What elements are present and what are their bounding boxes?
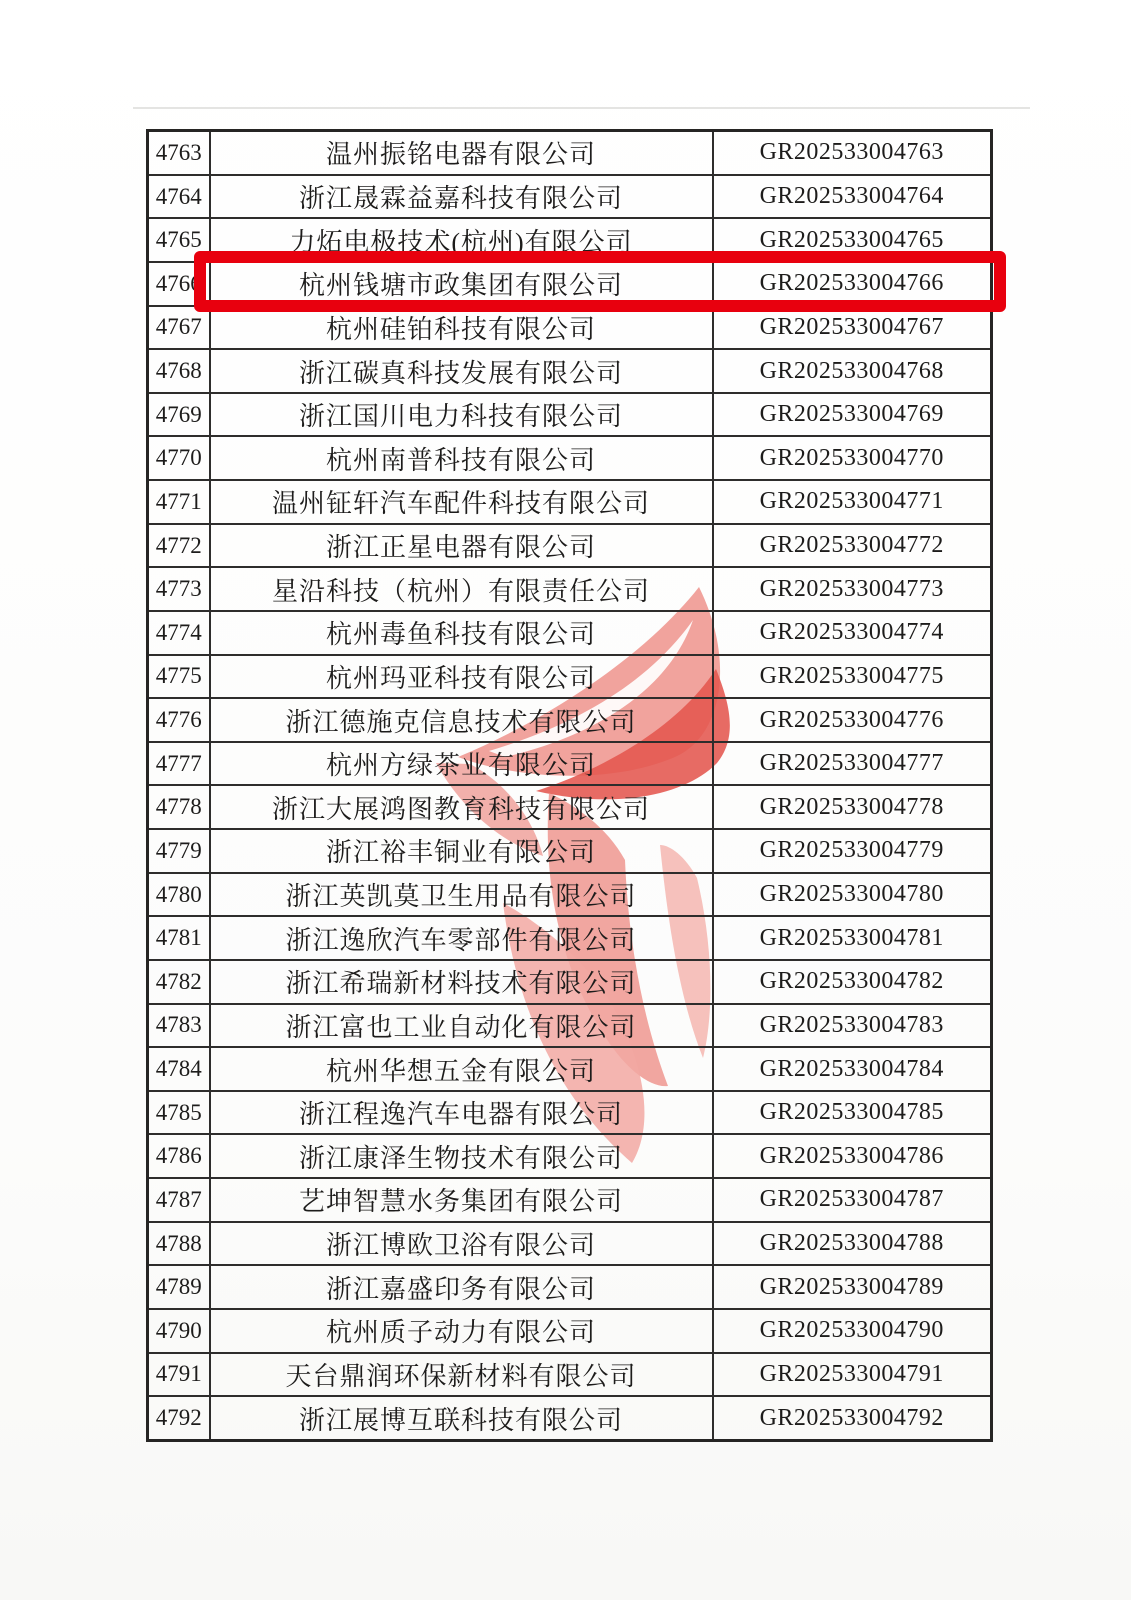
row-number-cell: 4786: [148, 1134, 210, 1178]
company-name-cell: 浙江希瑞新材料技术有限公司: [210, 960, 713, 1004]
gr-code-cell: GR202533004767: [713, 306, 992, 350]
gr-code-cell: GR202533004791: [713, 1353, 992, 1397]
gr-code-cell: GR202533004765: [713, 218, 992, 262]
company-table-body: [148, 131, 992, 1441]
company-name-cell: 浙江康泽生物技术有限公司: [210, 1134, 713, 1178]
gr-code-cell: GR202533004783: [713, 1004, 992, 1048]
row-number-cell: 4764: [148, 175, 210, 219]
row-number-cell: 4788: [148, 1222, 210, 1266]
row-number-cell: 4782: [148, 960, 210, 1004]
gr-code-cell: GR202533004786: [713, 1134, 992, 1178]
gr-code-cell: GR202533004780: [713, 873, 992, 917]
company-name-cell: 杭州华想五金有限公司: [210, 1047, 713, 1091]
company-name-cell: 杭州方绿茶业有限公司: [210, 742, 713, 786]
company-name-cell: 杭州质子动力有限公司: [210, 1309, 713, 1353]
row-number-cell: 4792: [148, 1396, 210, 1440]
company-name-cell: 浙江逸欣汽车零部件有限公司: [210, 916, 713, 960]
company-name-cell: 杭州南普科技有限公司: [210, 436, 713, 480]
gr-code-cell: GR202533004775: [713, 655, 992, 699]
gr-code-cell: GR202533004764: [713, 175, 992, 219]
row-number-cell: 4773: [148, 567, 210, 611]
company-name-cell: 浙江展博互联科技有限公司: [210, 1396, 713, 1440]
table-row: [148, 1309, 992, 1353]
table-row: [148, 1353, 992, 1397]
gr-code-cell: GR202533004784: [713, 1047, 992, 1091]
row-number-cell: 4774: [148, 611, 210, 655]
gr-code-cell: GR202533004788: [713, 1222, 992, 1266]
row-number-cell: 4765: [148, 218, 210, 262]
company-name-cell: 浙江程逸汽车电器有限公司: [210, 1091, 713, 1135]
company-name-cell: 温州振铭电器有限公司: [210, 131, 713, 175]
company-name-cell: 杭州硅铂科技有限公司: [210, 306, 713, 350]
company-name-cell: 浙江嘉盛印务有限公司: [210, 1265, 713, 1309]
gr-code-cell: GR202533004785: [713, 1091, 992, 1135]
row-number-cell: 4779: [148, 829, 210, 873]
company-name-cell: 浙江富也工业自动化有限公司: [210, 1004, 713, 1048]
gr-code-cell: GR202533004769: [713, 393, 992, 437]
row-number-cell: 4772: [148, 524, 210, 568]
gr-code-cell: GR202533004777: [713, 742, 992, 786]
gr-code-cell: GR202533004778: [713, 785, 992, 829]
table-row: [148, 175, 992, 219]
row-number-cell: 4787: [148, 1178, 210, 1222]
row-number-cell: 4783: [148, 1004, 210, 1048]
company-name-cell: 杭州毒鱼科技有限公司: [210, 611, 713, 655]
table-row: [148, 1265, 992, 1309]
table-row: [148, 916, 992, 960]
table-row: [148, 524, 992, 568]
company-name-cell: 杭州玛亚科技有限公司: [210, 655, 713, 699]
table-row: [148, 393, 992, 437]
company-name-cell: 杭州钱塘市政集团有限公司: [210, 262, 713, 306]
row-number-cell: 4769: [148, 393, 210, 437]
row-number-cell: 4770: [148, 436, 210, 480]
row-number-cell: 4767: [148, 306, 210, 350]
table-row: [148, 785, 992, 829]
row-number-cell: 4776: [148, 698, 210, 742]
gr-code-cell: GR202533004770: [713, 436, 992, 480]
company-name-cell: 浙江晟霖益嘉科技有限公司: [210, 175, 713, 219]
company-name-cell: 浙江大展鸿图教育科技有限公司: [210, 785, 713, 829]
table-row: [148, 1396, 992, 1440]
company-name-cell: 艺坤智慧水务集团有限公司: [210, 1178, 713, 1222]
company-name-cell: 天台鼎润环保新材料有限公司: [210, 1353, 713, 1397]
table-row: [148, 960, 992, 1004]
table-row: [148, 131, 992, 175]
table-row: [148, 349, 992, 393]
company-name-cell: 浙江裕丰铜业有限公司: [210, 829, 713, 873]
row-number-cell: 4780: [148, 873, 210, 917]
company-name-cell: 浙江碳真科技发展有限公司: [210, 349, 713, 393]
row-number-cell: 4789: [148, 1265, 210, 1309]
table-row: [148, 1178, 992, 1222]
company-name-cell: 温州钲轩汽车配件科技有限公司: [210, 480, 713, 524]
gr-code-cell: GR202533004790: [713, 1309, 992, 1353]
company-list-table: [146, 129, 993, 1442]
table-row: [148, 262, 992, 306]
company-name-cell: 浙江正星电器有限公司: [210, 524, 713, 568]
gr-code-cell: GR202533004763: [713, 131, 992, 175]
table-row: [148, 1134, 992, 1178]
row-number-cell: 4784: [148, 1047, 210, 1091]
row-number-cell: 4790: [148, 1309, 210, 1353]
table-row: [148, 1004, 992, 1048]
gr-code-cell: GR202533004792: [713, 1396, 992, 1440]
gr-code-cell: GR202533004771: [713, 480, 992, 524]
gr-code-cell: GR202533004782: [713, 960, 992, 1004]
table-row: [148, 1091, 992, 1135]
gr-code-cell: GR202533004773: [713, 567, 992, 611]
row-number-cell: 4785: [148, 1091, 210, 1135]
gr-code-cell: GR202533004779: [713, 829, 992, 873]
row-number-cell: 4763: [148, 131, 210, 175]
table-row: [148, 480, 992, 524]
company-name-cell: 星沿科技（杭州）有限责任公司: [210, 567, 713, 611]
table-row: [148, 567, 992, 611]
row-number-cell: 4766: [148, 262, 210, 306]
table-row: [148, 436, 992, 480]
row-number-cell: 4768: [148, 349, 210, 393]
company-name-cell: 浙江博欧卫浴有限公司: [210, 1222, 713, 1266]
gr-code-cell: GR202533004776: [713, 698, 992, 742]
gr-code-cell: GR202533004768: [713, 349, 992, 393]
table-row: [148, 742, 992, 786]
gr-code-cell: GR202533004789: [713, 1265, 992, 1309]
gr-code-cell: GR202533004774: [713, 611, 992, 655]
row-number-cell: 4775: [148, 655, 210, 699]
row-number-cell: 4778: [148, 785, 210, 829]
gr-code-cell: GR202533004781: [713, 916, 992, 960]
table-row: [148, 611, 992, 655]
gr-code-cell: GR202533004772: [713, 524, 992, 568]
row-number-cell: 4781: [148, 916, 210, 960]
table-row: [148, 1222, 992, 1266]
company-name-cell: 浙江德施克信息技术有限公司: [210, 698, 713, 742]
gr-code-cell: GR202533004787: [713, 1178, 992, 1222]
table-row: [148, 1047, 992, 1091]
table-row: [148, 873, 992, 917]
gr-code-cell: GR202533004766: [713, 262, 992, 306]
company-name-cell: 浙江国川电力科技有限公司: [210, 393, 713, 437]
table-row: [148, 218, 992, 262]
table-row: [148, 829, 992, 873]
row-number-cell: 4791: [148, 1353, 210, 1397]
row-number-cell: 4777: [148, 742, 210, 786]
company-name-cell: 力炻电极技术(杭州)有限公司: [210, 218, 713, 262]
row-number-cell: 4771: [148, 480, 210, 524]
table-row: [148, 306, 992, 350]
table-row: [148, 698, 992, 742]
company-name-cell: 浙江英凯莫卫生用品有限公司: [210, 873, 713, 917]
table-row: [148, 655, 992, 699]
